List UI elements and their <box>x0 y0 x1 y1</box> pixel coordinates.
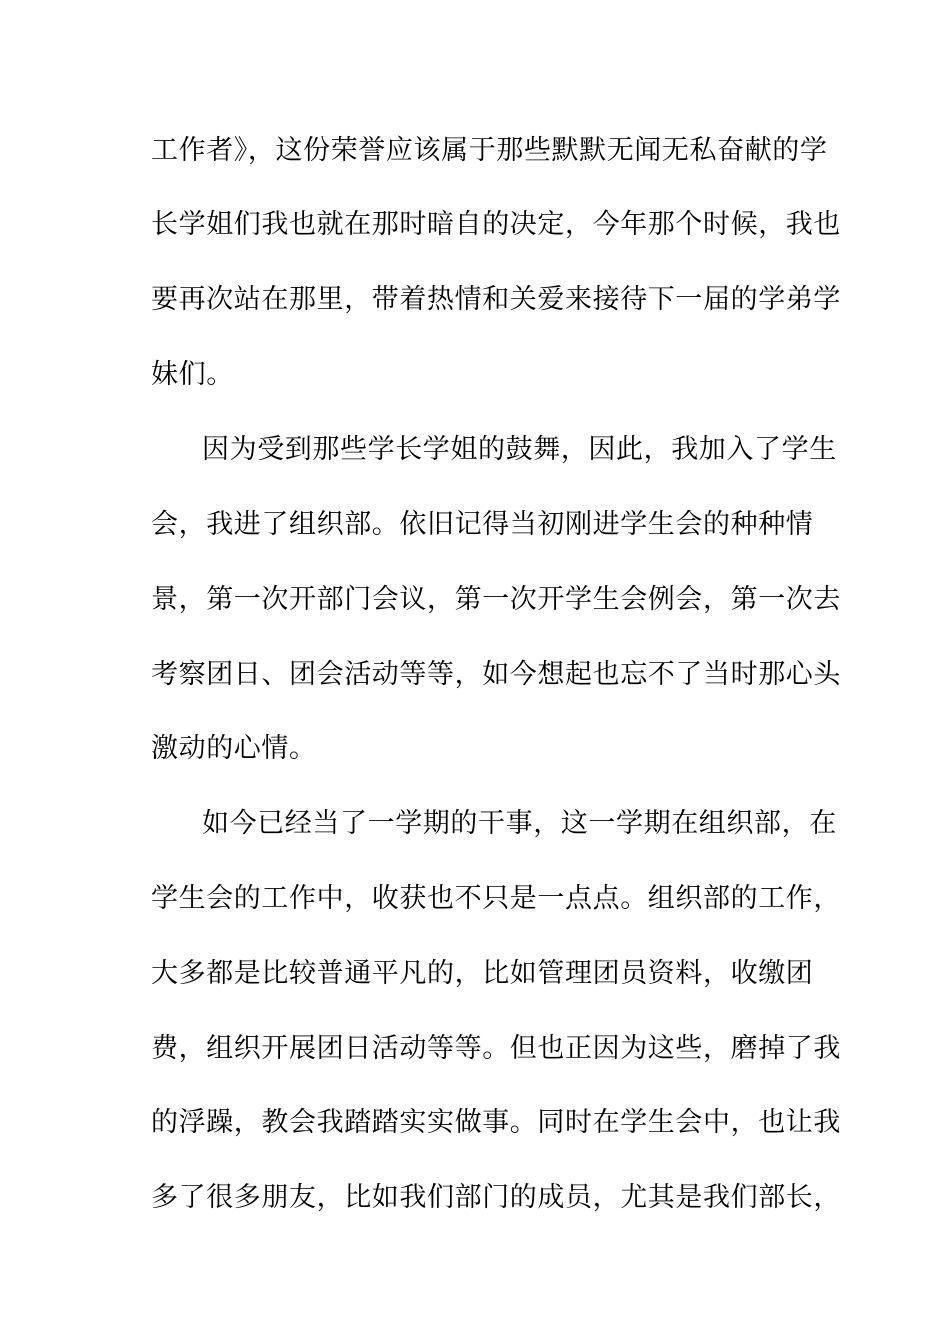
text-line: 要再次站在那里，带着热情和关爱来接待下一届的学弟学 <box>151 284 841 315</box>
text-line: 的浮躁，教会我踏踏实实做事。同时在学生会中，也让我 <box>151 1107 841 1138</box>
text-line: 激动的心情。 <box>151 733 317 764</box>
text-line: 费，组织开展团日活动等等。但也正因为这些，磨掉了我 <box>151 1033 841 1064</box>
text-line: 多了很多朋友，比如我们部门的成员，尤其是我们部长， <box>151 1182 841 1213</box>
paragraph-first-line: 因为受到那些学长学姐的鼓舞，因此，我加入了学生 <box>202 434 837 465</box>
text-line: 长学姐们我也就在那时暗自的决定，今年那个时候，我也 <box>151 209 841 240</box>
text-line: 妹们。 <box>151 359 234 390</box>
text-line: 工作者》，这份荣誉应该属于那些默默无闻无私奋献的学 <box>151 135 828 166</box>
text-line: 景，第一次开部门会议，第一次开学生会例会，第一次去 <box>151 584 841 615</box>
text-line: 大多都是比较普通平凡的，比如管理团员资料，收缴团 <box>151 958 814 989</box>
text-line: 会，我进了组织部。依旧记得当初刚进学生会的种种情 <box>151 509 814 540</box>
paragraph-first-line: 如今已经当了一学期的干事，这一学期在组织部，在 <box>202 808 837 839</box>
text-line: 考察团日、团会活动等等，如今想起也忘不了当时那心头 <box>151 659 841 690</box>
text-line: 学生会的工作中，收获也不只是一点点。组织部的工作， <box>151 883 841 914</box>
